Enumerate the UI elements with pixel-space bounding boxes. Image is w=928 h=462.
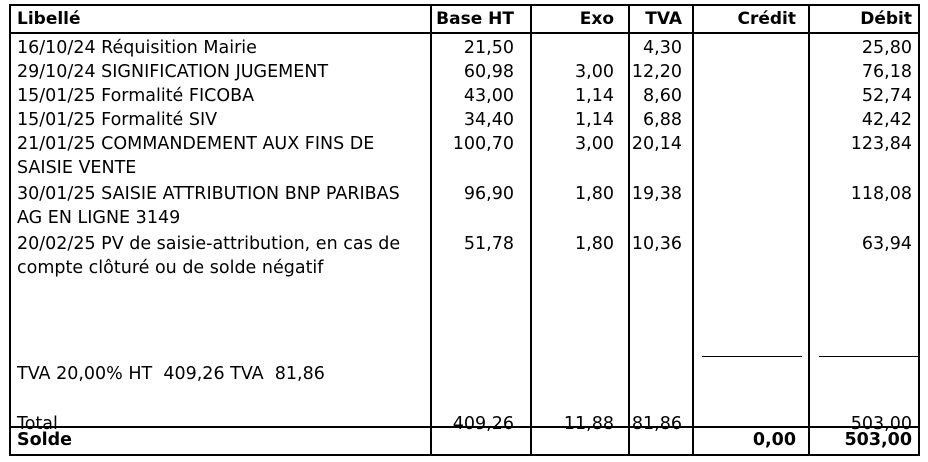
fee-statement-table xyxy=(9,4,920,456)
row-debit: 42,42 xyxy=(861,110,912,130)
row-tva: 19,38 xyxy=(631,184,682,204)
row-base-ht: 100,70 xyxy=(452,134,514,154)
solde-credit: 0,00 xyxy=(752,430,796,450)
row-debit: 118,08 xyxy=(850,184,912,204)
row-libelle: 15/01/25 Formalité SIV xyxy=(17,110,218,130)
row-exo: 3,00 xyxy=(575,62,614,82)
header-base-ht: Base HT xyxy=(436,9,514,29)
tva-summary: TVA 20,00% HT 409,26 TVA 81,86 xyxy=(17,364,325,384)
solde-row xyxy=(11,426,918,454)
row-exo: 1,80 xyxy=(575,184,614,204)
row-libelle: 16/10/24 Réquisition Mairie xyxy=(17,38,257,58)
row-base-ht: 51,78 xyxy=(463,234,514,254)
row-debit: 123,84 xyxy=(850,134,912,154)
credit-sum-line xyxy=(702,356,802,357)
row-libelle: 15/01/25 Formalité FICOBA xyxy=(17,86,255,106)
solde-label: Solde xyxy=(17,430,73,450)
row-base-ht: 60,98 xyxy=(463,62,514,82)
row-tva: 12,20 xyxy=(631,62,682,82)
total-label: Total xyxy=(17,414,58,434)
header-libelle: Libellé xyxy=(17,9,81,29)
row-base-ht: 34,40 xyxy=(463,110,514,130)
header-exo: Exo xyxy=(579,9,614,29)
row-base-ht: 96,90 xyxy=(463,184,514,204)
debit-sum-line xyxy=(819,356,919,357)
total-tva: 81,86 xyxy=(631,414,682,434)
total-exo: 11,88 xyxy=(563,414,614,434)
total-debit: 503,00 xyxy=(850,414,912,434)
row-debit: 52,74 xyxy=(861,86,912,106)
row-tva: 4,30 xyxy=(643,38,682,58)
total-base-ht: 409,26 xyxy=(452,414,514,434)
header-credit: Crédit xyxy=(737,9,796,29)
header-debit: Débit xyxy=(860,9,912,29)
row-tva: 8,60 xyxy=(643,86,682,106)
row-exo: 3,00 xyxy=(575,134,614,154)
table-body xyxy=(11,32,918,434)
row-base-ht: 21,50 xyxy=(463,38,514,58)
row-exo: 1,14 xyxy=(575,110,614,130)
row-tva: 20,14 xyxy=(631,134,682,154)
row-debit: 76,18 xyxy=(861,62,912,82)
row-debit: 25,80 xyxy=(861,38,912,58)
row-debit: 63,94 xyxy=(861,234,912,254)
row-exo: 1,14 xyxy=(575,86,614,106)
table-header xyxy=(11,6,918,34)
header-tva: TVA xyxy=(645,9,682,29)
row-base-ht: 43,00 xyxy=(463,86,514,106)
row-libelle: 20/02/25 PV de saisie-attribution, en cas de compte clôturé ou de solde négatif xyxy=(17,234,401,278)
row-tva: 10,36 xyxy=(631,234,682,254)
row-libelle: 29/10/24 SIGNIFICATION JUGEMENT xyxy=(17,62,329,82)
row-libelle: 21/01/25 COMMANDEMENT AUX FINS DE SAISIE VENTE xyxy=(17,134,375,178)
row-libelle: 30/01/25 SAISIE ATTRIBUTION BNP PARIBAS AG EN LIGNE 3149 xyxy=(17,184,400,228)
row-tva: 6,88 xyxy=(643,110,682,130)
solde-debit: 503,00 xyxy=(844,430,912,450)
row-exo: 1,80 xyxy=(575,234,614,254)
